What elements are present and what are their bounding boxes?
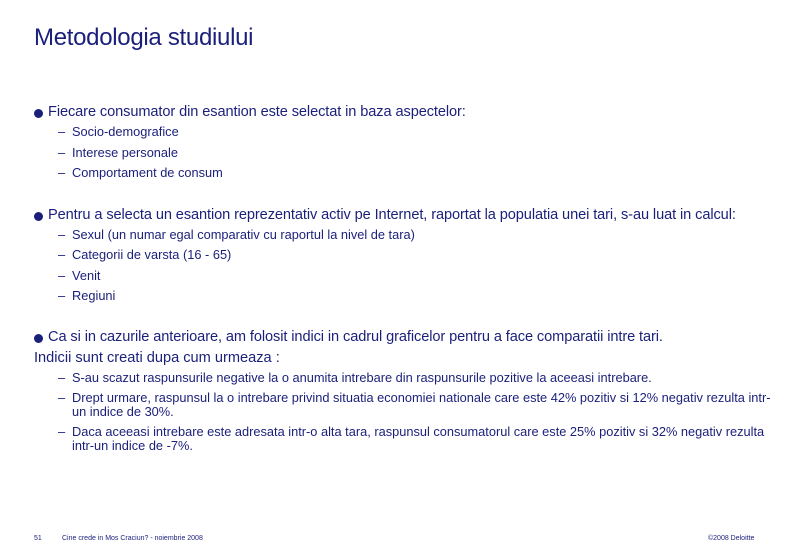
bullet-text: Fiecare consumator din esantion este selectat in baza aspectelor:: [48, 104, 466, 120]
sub-item-text: Drept urmare, raspunsul la o intrebare privind situatia economiei nationale care este 42% pozitiv si 12% negativ rezulta intr-un indice de 30%.: [72, 389, 771, 419]
sub-item-text: Sexul (un numar egal comparativ cu raportul la nivel de tara): [72, 226, 415, 242]
dash-icon: –: [58, 369, 66, 385]
footer-caption: Cine crede in Mos Craciun? - noiembrie 2008: [62, 535, 203, 542]
sub-item: [58, 125, 774, 139]
dash-icon: –: [58, 124, 66, 139]
sub-item-text: Categorii de varsta (16 - 65): [72, 247, 232, 262]
bullet-text: Ca si in cazurile anterioare, am folosit indici in cadrul graficelor pentru a face comparatii intre tari.: [48, 328, 663, 345]
sub-item: [58, 391, 774, 419]
sub-item: [58, 371, 774, 385]
bullet-dot-icon: [34, 212, 43, 221]
dash-icon: –: [58, 389, 66, 405]
sub-item: [58, 166, 774, 180]
dash-icon: –: [58, 144, 66, 160]
bullet-subtext: Indicii sunt creati dupa cum urmeaza :: [34, 349, 280, 366]
dash-icon: –: [58, 226, 66, 242]
dash-icon: –: [58, 423, 66, 439]
bullet-dot-icon: [34, 109, 43, 118]
copyright: ©2008 Deloitte: [708, 535, 755, 542]
sub-item-text: Regiuni: [72, 288, 116, 303]
sub-item-text: Interese personale: [72, 144, 178, 160]
sub-item: [58, 228, 774, 242]
sub-item-text: Venit: [72, 267, 101, 283]
dash-icon: –: [58, 165, 66, 180]
bullet-section-2: [34, 207, 774, 224]
sub-item: [58, 248, 774, 262]
sub-list-2: [34, 228, 774, 304]
slide-content: [34, 104, 774, 459]
slide-title: Metodologia studiului: [34, 24, 254, 51]
page-number: 51: [34, 535, 42, 542]
bullet-section-1: [34, 104, 774, 121]
sub-item-text: S-au scazut raspunsurile negative la o anumita intrebare din raspunsurile pozitive la aceeasi intrebare.: [72, 369, 652, 385]
sub-item: [58, 425, 774, 453]
sub-list-1: [34, 125, 774, 180]
sub-list-3: [34, 371, 774, 453]
sub-item: [58, 269, 774, 283]
sub-item-text: Daca aceeasi intrebare este adresata intr-o alta tara, raspunsul consumatorul care este 25% pozitiv si 32% negativ rezulta intr-un indice de -7%.: [72, 423, 765, 453]
bullet-text: Pentru a selecta un esantion reprezentativ activ pe Internet, raportat la populatia unei tari, s-au luat in calcul:: [48, 206, 736, 223]
dash-icon: –: [58, 288, 66, 303]
sub-item: [58, 289, 774, 303]
bullet-section-3: [34, 329, 774, 346]
sub-item-text: Comportament de consum: [72, 165, 223, 180]
dash-icon: –: [58, 247, 66, 262]
dash-icon: –: [58, 267, 66, 283]
sub-item: [58, 146, 774, 160]
sub-item-text: Socio-demografice: [72, 124, 179, 139]
bullet-dot-icon: [34, 334, 43, 343]
